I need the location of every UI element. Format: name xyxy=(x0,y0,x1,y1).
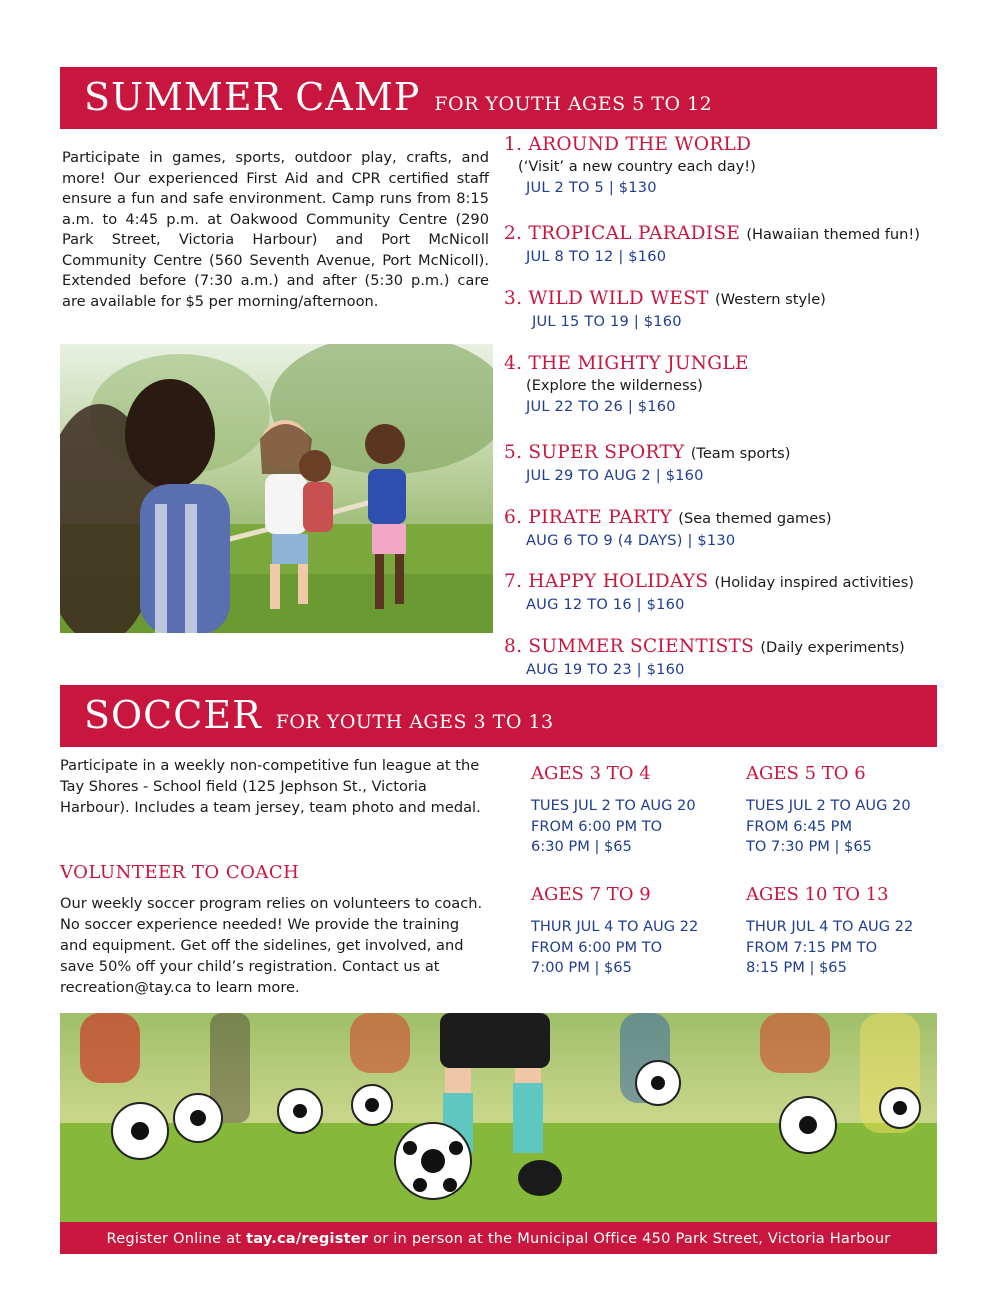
camp-title: 1. AROUND THE WORLD xyxy=(504,134,752,155)
camp-note-line: (Explore the wilderness) xyxy=(526,377,703,394)
camp-date: JUL 2 TO 5 | $130 xyxy=(526,179,657,196)
camp-note: (Team sports) xyxy=(690,445,791,462)
footer-suffix: or in person at the Municipal Office 450 Park Street, Victoria Harbour xyxy=(368,1229,891,1247)
camp-title: 5. SUPER SPORTY xyxy=(504,442,685,463)
soccer-intro: Participate in a weekly non-competitive fun league at the Tay Shores - School field (125 Jephson St., Victoria Harbour). Includes a team jersey, team photo and medal. xyxy=(60,757,481,816)
summer-camp-banner xyxy=(60,67,937,129)
summer-camp-intro: Participate in games, sports, outdoor play, crafts, and more! Our experienced First Aid and CPR certified staff ensure a fun and safe environment. Camp runs from 8:15 a.m. to 4:45 p.m. at Oakwood Community Centre (290 Park Street, Victoria Harbour) and Port McNicoll Community Centre (560 Seventh Avenue, Port McNicoll). Extended before (7:30 a.m.) and after (5:30 p.m.) care are available for $5 per morning/afternoon. xyxy=(62,149,489,310)
camp-title: 6. PIRATE PARTY xyxy=(504,507,673,528)
footer-prefix: Register Online at xyxy=(106,1229,247,1247)
camp-item xyxy=(504,442,944,484)
camp-date: AUG 19 TO 23 | $160 xyxy=(526,661,685,678)
camp-note: (Daily experiments) xyxy=(760,639,905,656)
camp-item xyxy=(504,507,944,549)
soccer-title: SOCCER xyxy=(84,693,262,737)
age-group-detail: TUES JUL 2 TO AUG 20 FROM 6:00 PM TO 6:30 PM | $65 xyxy=(531,797,696,855)
age-group xyxy=(746,884,946,979)
camp-item xyxy=(504,353,944,415)
register-link[interactable]: tay.ca/register xyxy=(246,1229,369,1247)
age-group-detail: THUR JUL 4 TO AUG 22 FROM 6:00 PM TO 7:00 PM | $65 xyxy=(531,918,699,976)
camp-note: (Holiday inspired activities) xyxy=(714,574,914,591)
camp-note-line: (‘Visit’ a new country each day!) xyxy=(518,158,756,175)
camp-note: (Sea themed games) xyxy=(678,510,832,527)
camp-date: AUG 12 TO 16 | $160 xyxy=(526,596,685,613)
camp-date: JUL 15 TO 19 | $160 xyxy=(532,313,682,330)
age-group-heading: AGES 7 TO 9 xyxy=(531,884,651,905)
summer-camp-subtitle: FOR YOUTH AGES 5 TO 12 xyxy=(434,93,713,115)
camp-note: (Western style) xyxy=(715,291,826,308)
camp-title: 7. HAPPY HOLIDAYS xyxy=(504,571,709,592)
camp-item xyxy=(504,636,944,678)
camp-item xyxy=(504,288,944,330)
volunteer-text: Our weekly soccer program relies on volunteers to coach. No soccer experience needed! We provide the training and equipment. Get off the sidelines, get involved, and save 50% off your child’s registration. Contact us at recreation@tay.ca to learn more. xyxy=(60,895,483,996)
age-group-detail: TUES JUL 2 TO AUG 20 FROM 6:45 PM TO 7:30 PM | $65 xyxy=(746,797,911,855)
camp-title: 2. TROPICAL PARADISE xyxy=(504,223,741,244)
age-group xyxy=(531,763,731,858)
registration-footer xyxy=(60,1222,937,1254)
age-group xyxy=(531,884,731,979)
age-group-heading: AGES 3 TO 4 xyxy=(531,763,651,784)
kids-soccer-photo xyxy=(60,1013,937,1222)
camp-title: 8. SUMMER SCIENTISTS xyxy=(504,636,755,657)
age-group-heading: AGES 10 TO 13 xyxy=(746,884,889,905)
soccer-banner xyxy=(60,685,937,747)
kids-tug-of-war-photo xyxy=(60,344,493,633)
camp-date: JUL 8 TO 12 | $160 xyxy=(526,248,667,265)
age-group xyxy=(746,763,946,858)
volunteer-heading: VOLUNTEER TO COACH xyxy=(60,862,300,883)
age-group-detail: THUR JUL 4 TO AUG 22 FROM 7:15 PM TO 8:15 PM | $65 xyxy=(746,918,914,976)
summer-camp-title: SUMMER CAMP xyxy=(84,75,421,119)
camp-note: (Hawaiian themed fun!) xyxy=(746,226,920,243)
age-group-heading: AGES 5 TO 6 xyxy=(746,763,866,784)
soccer-subtitle: FOR YOUTH AGES 3 TO 13 xyxy=(275,711,554,733)
camp-date: JUL 22 TO 26 | $160 xyxy=(526,398,676,415)
camp-date: AUG 6 TO 9 (4 DAYS) | $130 xyxy=(526,532,736,549)
camp-title: 3. WILD WILD WEST xyxy=(504,288,709,309)
camp-item xyxy=(504,223,944,265)
camp-item xyxy=(504,571,944,613)
camp-date: JUL 29 TO AUG 2 | $160 xyxy=(526,467,704,484)
camp-title: 4. THE MIGHTY JUNGLE xyxy=(504,353,749,374)
camp-item xyxy=(504,134,944,196)
